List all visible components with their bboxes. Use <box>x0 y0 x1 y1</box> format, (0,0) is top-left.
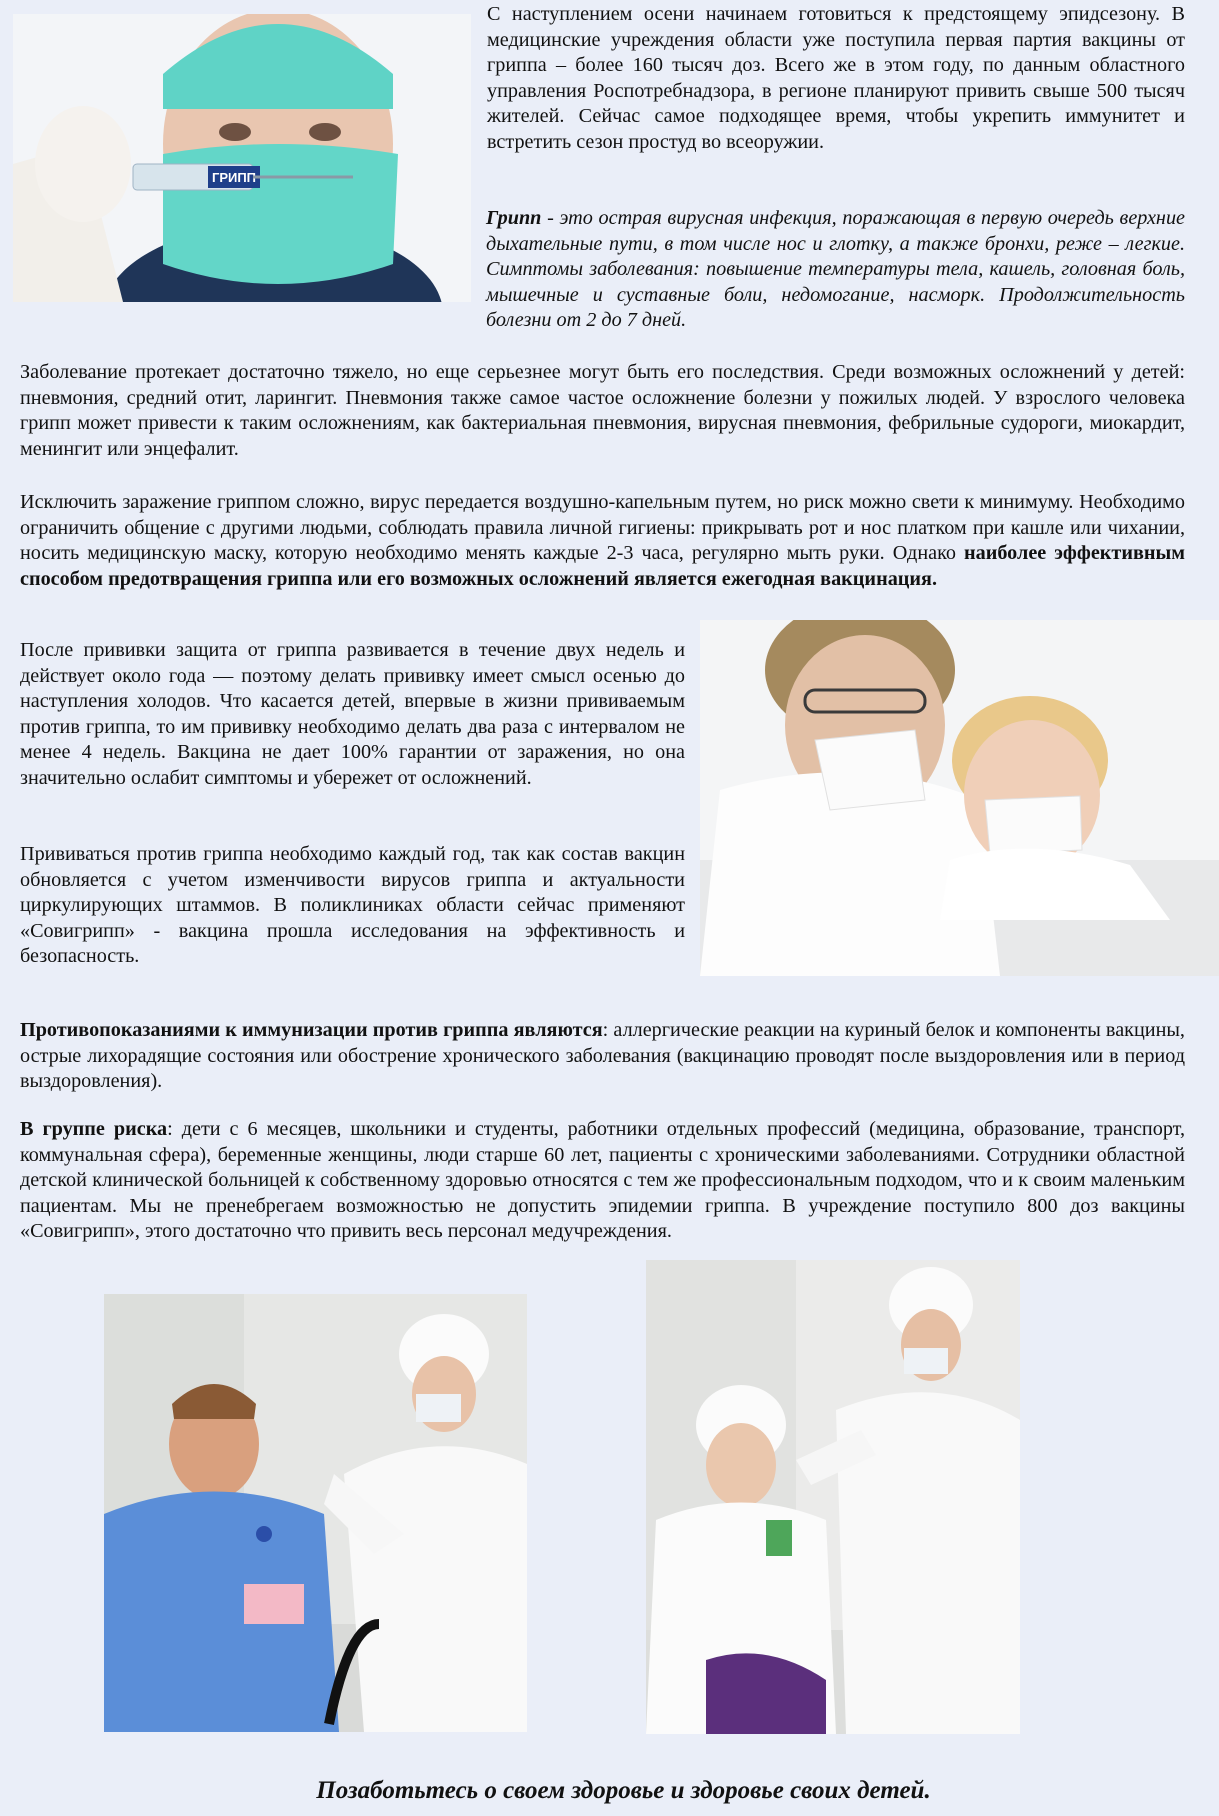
risk-group-heading: В группе риска <box>20 1118 168 1140</box>
prevention-paragraph <box>20 490 1185 592</box>
contraindications-text: : аллергические реакции на куриный белок и компоненты вакцины, острые лихорадящие состояния или обострение хронического заболевания (вакцинацию проводят после выздоровления или в период выздоровления). <box>20 1019 1185 1093</box>
vaccination-nurse-photo <box>646 1260 1020 1734</box>
contraindications-heading: Противопоказаниями к иммунизации против гриппа являются <box>20 1019 603 1041</box>
vaccination-man-photo <box>104 1294 527 1732</box>
syringe-label: ГРИПП <box>211 170 257 185</box>
contraindications-paragraph <box>20 1018 1185 1095</box>
annual-paragraph: Прививаться против гриппа необходимо каждый год, так как состав вакцин обновляется с учетом изменчивости вирусов гриппа и актуальности циркулирующих штаммов. В поликлиниках области сейчас применяют «Совигрипп» - вакцина прошла исследования на эффективность и безопасность. <box>20 843 685 968</box>
closing-slogan: Позаботьтесь о своем здоровье и здоровье своих детей. <box>316 1777 931 1804</box>
prevention-emphasis: наиболее эффективным способом предотвращения гриппа или его возможных осложнений является ежегодная вакцинация. <box>20 542 1186 590</box>
father-child-photo <box>700 620 1219 976</box>
definition-term: Грипп <box>486 207 542 229</box>
complications-paragraph: Заболевание протекает достаточно тяжело, но еще серьезнее могут быть его последствия. Среди возможных осложнений у детей: пневмония, средний отит, ларингит. Пневмония также самое частое осложнение болезни у пожилых людей. У взрослого человека грипп может привести к таким осложнениям, как бактериальная пневмония, вирусная пневмония, фебрильные судороги, миокардит, менингит или энцефалит. <box>20 361 1185 460</box>
protection-paragraph: После прививки защита от гриппа развивается в течение двух недель и действует около года — поэтому делать прививку имеет смысл осенью до наступления холодов. Что касается детей, впервые в жизни прививаемым против гриппа, то им прививку необходимо делать два раза с интервалом не менее 4 недель. Вакцина не дает 100% гарантии от заражения, но она значительно ослабит симптомы и убережет от осложнений. <box>20 639 685 789</box>
risk-group-text: : дети с 6 месяцев, школьники и студенты, работники отдельных профессий (медицина, образование, транспорт, коммунальная сфера), беременные женщины, люди старше 60 лет, пациенты с хроническими заболеваниями. Сотрудники областной детской клинической больницей к собственному здоровью относятся с тем же профессиональным подходом, что и к своим маленьким пациентам. Мы не пренебрегаем возможностью не допустить эпидемии гриппа. В учреждение поступило 800 доз вакцины «Совигрипп», этого достаточно что привить весь персонал медучреждения. <box>20 1118 1185 1243</box>
definition-paragraph <box>20 206 1185 334</box>
prevention-text: Исключить заражение гриппом сложно, вирус передается воздушно-капельным путем, но риск можно свети к минимуму. Необходимо ограничить общение с другими людьми, соблюдать правила личной гигиены: прикрывать рот и нос платком при кашле или чихании, носить медицинскую маску, которую необходимо менять каждые 2-3 часа, регулярно мыть руки. Однако <box>20 491 1185 565</box>
definition-text: - это острая вирусная инфекция, поражающая в первую очередь верхние дыхательные пути, в том числе нос и глотку, а также бронхи, реже – легкие. Симптомы заболевания: повышение температуры тела, кашель, головная боль, мышечные и суставные боли, недомогание, насморк. Продолжительность болезни от 2 до 7 дней. <box>486 207 1185 332</box>
risk-group-paragraph <box>20 1117 1185 1245</box>
intro-paragraph: С наступлением осени начинаем готовиться к предстоящему эпидсезону. В медицинские учреждения области уже поступила первая партия вакцины от гриппа – более 160 тысяч доз. Всего же в этом году, по данным областного управления Роспотребнадзора, в регионе планируют привить свыше 500 тысяч жителей. Сейчас самое подходящее время, чтобы укрепить иммунитет и встретить сезон простуд во всеоружии. <box>487 3 1185 153</box>
